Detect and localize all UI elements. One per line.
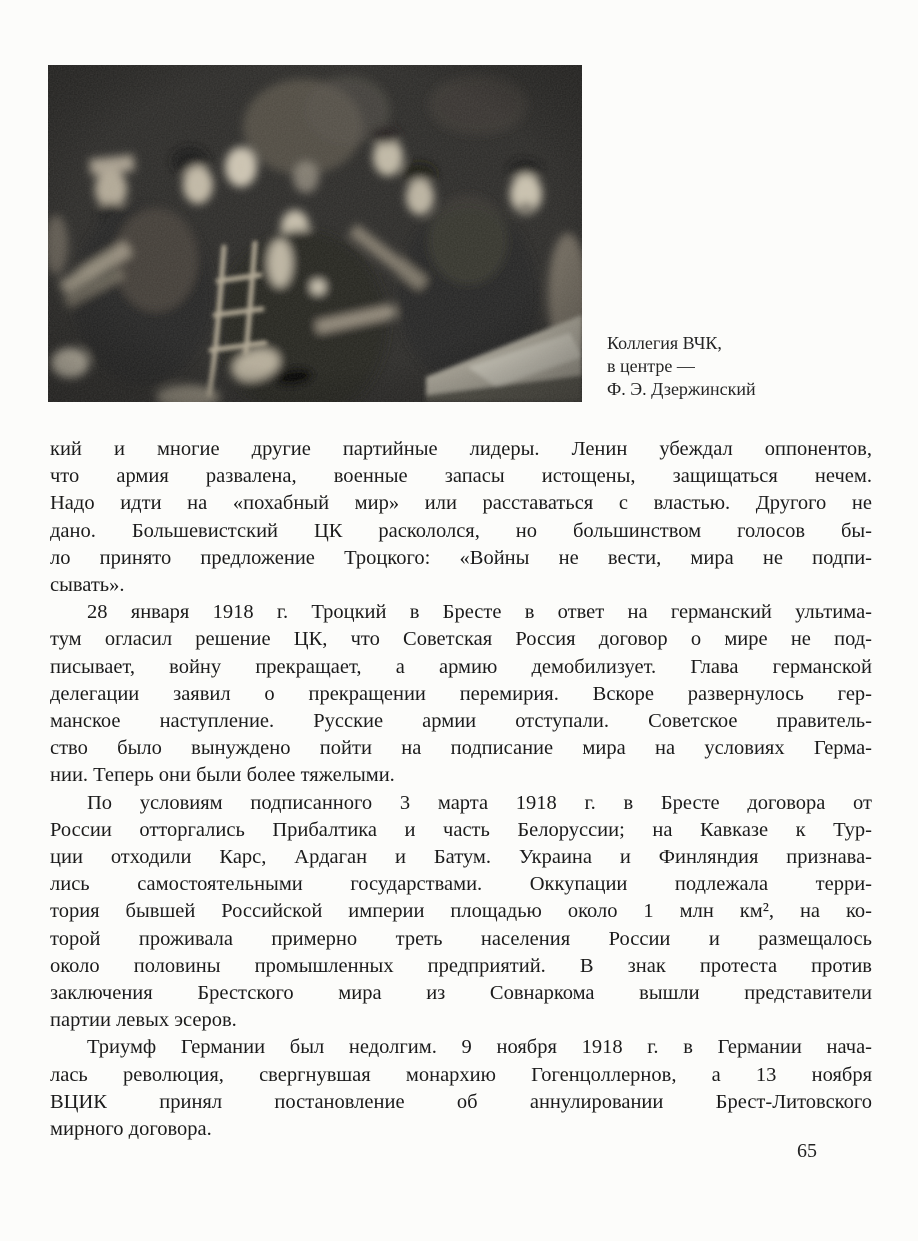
text-line: делегации заявил о прекращении перемирия. Вскоре развернулось гер- [50,682,872,705]
text-line: писывает, войну прекращает, а армию демобилизует. Глава германской [50,655,872,678]
photo-figure [48,65,582,402]
text-line: манское наступление. Русские армии отступали. Советское правитель- [50,710,872,733]
text-line: дано. Большевистский ЦК раскололся, но большинством голосов бы- [50,519,872,542]
text-line: кий и многие другие партийные лидеры. Ленин убеждал оппонентов, [50,438,872,460]
article-text [50,436,872,1143]
photo-grain [48,65,582,402]
text-line: около половины промышленных предприятий. В знак протеста против [50,954,872,977]
text-line: ВЦИК принял постановление об аннулировании Брест-Литовского [50,1090,872,1113]
text-line: 28 января 1918 г. Троцкий в Бресте в ответ на германский ультима- [87,601,872,624]
text-line: тум огласил решение ЦК, что Советская Россия договор о мире не под- [50,628,872,651]
text-line: заключения Брестского мира из Совнаркома вышли представители [50,982,872,1005]
text-line: мирного договора. [50,1118,212,1141]
text-line: партии левых эсеров. [50,1009,237,1032]
photo-caption-line: Коллегия ВЧК, [607,333,722,353]
vchk-group-photo [48,65,582,402]
text-line: ции отходили Карс, Ардаган и Батум. Украина и Финляндия признава- [50,846,872,869]
text-line: ло принято предложение Троцкого: «Войны не вести, мира не подпи- [50,546,872,569]
text-line: России отторгались Прибалтика и часть Белоруссии; на Кавказе к Тур- [50,818,872,841]
page-number: 65 [797,1140,817,1162]
text-line: По условиям подписанного 3 марта 1918 г. в Бресте договора от [87,791,872,814]
text-line: сывать». [50,574,125,597]
text-line: лась революция, свергнувшая монархию Гогенцоллернов, а 13 ноября [50,1063,872,1086]
text-line: торой проживала примерно треть населения России и размещалось [50,927,872,950]
photo-caption [607,332,837,401]
text-line: ство было вынуждено пойти на подписание мира на условиях Герма- [50,737,872,760]
text-line: Надо идти на «похабный мир» или расставаться с властью. Другого не [50,492,872,515]
text-line: лись самостоятельными государствами. Оккупации подлежала терри- [50,873,872,896]
text-line: нии. Теперь они были более тяжелыми. [50,764,395,787]
photo-caption-line: в центре — [607,356,695,376]
text-line: что армия развалена, военные запасы истощены, защищаться нечем. [50,465,872,488]
text-line: Триумф Германии был недолгим. 9 ноября 1918 г. в Германии нача- [87,1036,872,1059]
photo-caption-line: Ф. Э. Дзержинский [607,379,756,399]
text-line: тория бывшей Российской империи площадью около 1 млн км², на ко- [50,900,872,923]
